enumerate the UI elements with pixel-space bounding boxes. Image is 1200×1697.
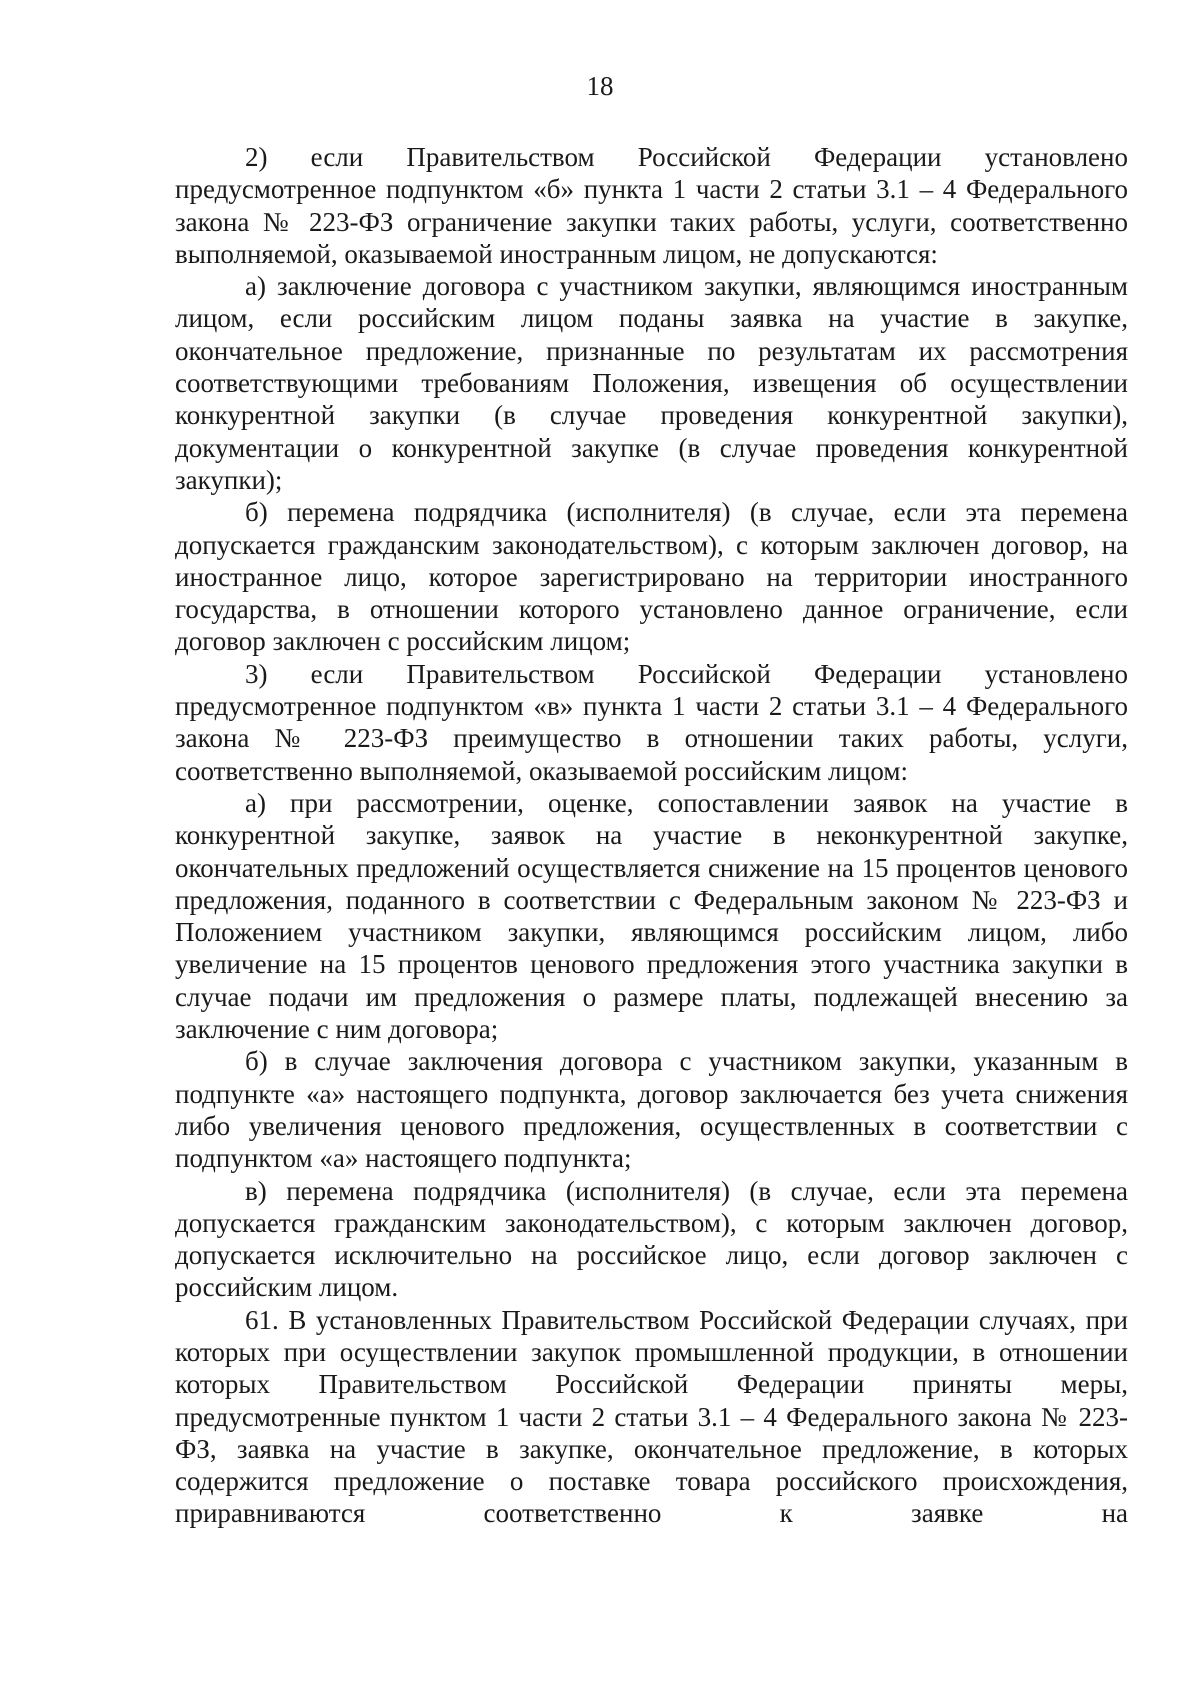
paragraph-subitem-3v: в) перемена подрядчика (исполнителя) (в случае, если эта перемена допускается гражданским законодательством), с которым заключен договор, допускается исключительно на российское лицо, если договор заключен с российским лицом. — [175, 1175, 1128, 1303]
paragraph-subitem-2a: а) заключение договора с участником закупки, являющимся иностранным лицом, если российским лицом поданы заявка на участие в закупке, окончательное предложение, признанные по результатам их рассмотрения соответствующими требованиям Положения, извещения об осуществлении конкурентной закупки (в случае проведения конкурентной закупки), документации о конкурентной закупке (в случае проведения конкурентной закупки); — [175, 271, 1128, 495]
paragraph-clause-61: 61. В установленных Правительством Российской Федерации случаях, при которых при осуществлении закупок промышленной продукции, в отношении которых Правительством Российской Федерации приняты меры, предусмотренные пунктом 1 части 2 статьи 3.1 – 4 Федерального закона № 223-ФЗ, заявка на участие в закупке, окончательное предложение, в которых содержится предложение о поставке товара российского происхождения, приравниваются соответственно к заявке на — [175, 1304, 1128, 1529]
paragraph-subitem-3b: б) в случае заключения договора с участником закупки, указанным в подпункте «а» настоящего подпункта, договор заключается без учета снижения либо увеличения ценового предложения, осуществленных в соответствии с подпунктом «а» настоящего подпункта; — [175, 1046, 1128, 1174]
paragraph-subitem-2b: б) перемена подрядчика (исполнителя) (в случае, если эта перемена допускается гражданским законодательством), с которым заключен договор, на иностранное лицо, которое зарегистрировано на территории иностранного государства, в отношении которого установлено данное ограничение, если договор заключен с российским лицом; — [175, 497, 1128, 657]
document-body — [175, 141, 1128, 1530]
page-number: 18 — [586, 71, 614, 101]
paragraph-subitem-3a: а) при рассмотрении, оценке, сопоставлении заявок на участие в конкурентной закупке, заявок на участие в неконкурентной закупке, окончательных предложений осуществляется снижение на 15 процентов ценового предложения, поданного в соответствии с Федеральным законом № 223-ФЗ и Положением участником закупки, являющимся российским лицом, либо увеличение на 15 процентов ценового предложения этого участника закупки в случае подачи им предложения о размере платы, подлежащей внесению за заключение с ним договора; — [175, 787, 1128, 1045]
paragraph-item-3: 3) если Правительством Российской Федерации установлено предусмотренное подпунктом «в» пункта 1 части 2 статьи 3.1 – 4 Федерального закона № 223-ФЗ преимущество в отношении таких работы, услуги, соответственно выполняемой, оказываемой российским лицом: — [175, 658, 1128, 786]
paragraph-item-2: 2) если Правительством Российской Федерации установлено предусмотренное подпунктом «б» пункта 1 части 2 статьи 3.1 – 4 Федерального закона № 223-ФЗ ограничение закупки таких работы, услуги, соответственно выполняемой, оказываемой иностранным лицом, не допускаются: — [175, 142, 1128, 269]
